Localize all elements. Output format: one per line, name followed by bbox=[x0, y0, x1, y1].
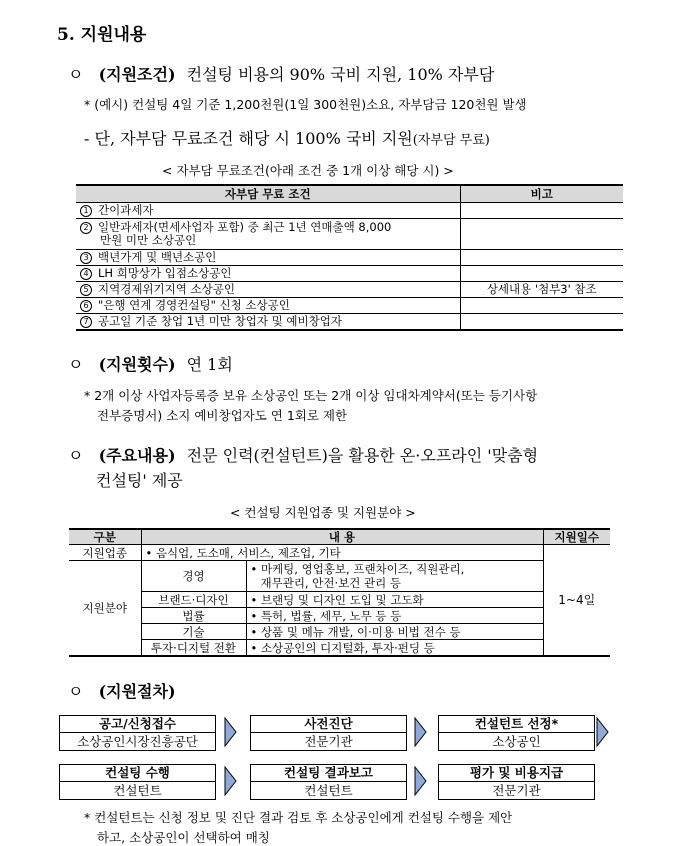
table-row bbox=[76, 266, 623, 282]
table2-caption: < 컨설팅 지원업종 및 지원분야 > bbox=[230, 505, 416, 520]
arrow-right-icon bbox=[414, 766, 430, 796]
condition-text: 일반과세자(면세사업자 포함) 중 최근 1년 연매출액 8,000 bbox=[98, 220, 392, 234]
condition-text: 백년가게 및 백년소공인 bbox=[98, 250, 217, 264]
table-row: 지원분야 경영 • 마케팅, 영업홍보, 프랜차이즈, 직원관리, 재무관리, 안전·보건 관리 등 bbox=[69, 561, 610, 592]
circled-number: 1 bbox=[80, 205, 92, 217]
arrow-right-icon bbox=[224, 717, 240, 747]
remarks-cell bbox=[460, 266, 623, 282]
frequency-note-line1: * 2개 이상 사업자등록증 보유 소상공인 또는 2개 이상 임대차계약서(또는 등기사항 bbox=[84, 388, 538, 403]
remarks-cell bbox=[460, 203, 623, 219]
main-content-text-line2: 컨설팅' 제공 bbox=[96, 471, 183, 490]
field-name: 브랜드·디자인 bbox=[141, 592, 246, 608]
main-content-text: 전문 인력(컨설턴트)을 활용한 온·오프라인 '맞춤형 bbox=[186, 446, 539, 465]
step-box-evaluation-payment bbox=[438, 764, 595, 800]
frequency-note-line2: 전부증명서) 소지 예비창업자도 연 1회로 제한 bbox=[97, 408, 348, 423]
step-title: 공고/신청접수 bbox=[60, 716, 215, 733]
free-conditions-table bbox=[76, 184, 623, 331]
table-row: 기술 • 상품 및 메뉴 개발, 이·미용 비법 전수 등 bbox=[69, 624, 610, 640]
circled-number: 5 bbox=[80, 284, 92, 296]
table-row: 지원업종 • 음식업, 도소매, 서비스, 제조업, 기타 1~4일 bbox=[69, 545, 610, 561]
field-detail: 상품 및 메뉴 개발, 이·미용 비법 전수 등 bbox=[260, 624, 461, 639]
exception-paren: (자부담 무료) bbox=[412, 133, 490, 148]
condition-text: "은행 연계 경영컨설팅" 신청 소상공인 bbox=[98, 298, 290, 312]
field-detail: 특허, 법률, 세무, 노무 등 등 bbox=[260, 608, 402, 623]
step-box-consultant-selection bbox=[438, 715, 595, 751]
table2-header-category: 구분 bbox=[69, 529, 141, 545]
exception-row bbox=[84, 126, 490, 149]
frequency-text: 연 1회 bbox=[186, 355, 233, 374]
step-actor: 컨설턴트 bbox=[304, 783, 353, 798]
conditions-label: (지원조건) bbox=[98, 65, 176, 84]
procedure-row bbox=[68, 679, 176, 702]
remarks-cell bbox=[460, 250, 623, 266]
table-row bbox=[76, 203, 623, 219]
remarks-note: 상세내용 '첨부3' 참조 bbox=[460, 282, 623, 298]
circled-number: 7 bbox=[80, 316, 92, 328]
conditions-text: 컨설팅 비용의 90% 국비 지원, 10% 자부담 bbox=[186, 65, 495, 84]
industry-text: 음식업, 도소매, 서비스, 제조업, 기타 bbox=[155, 545, 341, 560]
arrow-right-icon bbox=[414, 717, 430, 747]
table2-header-days: 지원일수 bbox=[543, 529, 610, 545]
step-actor: 소상공인 bbox=[492, 734, 541, 749]
condition-text: LH 희망상가 입점소상공인 bbox=[98, 266, 232, 280]
main-content-label: (주요내용) bbox=[98, 446, 176, 465]
step-title: 평가 및 비용지급 bbox=[439, 765, 594, 782]
bullet-marker: ㅇ bbox=[68, 65, 84, 84]
field-name: 법률 bbox=[141, 608, 246, 624]
step-actor: 전문기관 bbox=[492, 783, 541, 798]
procedure-note-line1: * 컨설턴트는 신청 정보 및 진단 결과 검토 후 소상공인에게 컨설팅 수행을 제안 bbox=[84, 810, 513, 825]
step-box-diagnosis bbox=[250, 715, 407, 751]
field-name: 경영 bbox=[141, 561, 246, 592]
table1-header-condition: 자부담 무료 조건 bbox=[76, 185, 460, 203]
field-detail: 소상공인의 디지털화, 투자·펀딩 등 bbox=[260, 640, 435, 655]
example-note: * (예시) 컨설팅 4일 기준 1,200천원(1일 300천원)소요, 자부담금 120천원 발생 bbox=[84, 97, 527, 112]
step-actor: 전문기관 bbox=[304, 734, 353, 749]
step-title: 컨설팅 수행 bbox=[60, 765, 215, 782]
condition-text: 간이과세자 bbox=[98, 203, 154, 217]
remarks-cell bbox=[460, 298, 623, 314]
circled-number: 4 bbox=[80, 268, 92, 280]
industry-label: 지원업종 bbox=[69, 545, 141, 561]
bullet-marker: ㅇ bbox=[68, 682, 84, 701]
table-row: 법률 • 특허, 법률, 세무, 노무 등 등 bbox=[69, 608, 610, 624]
step-box-apply bbox=[59, 715, 216, 751]
table-row bbox=[76, 298, 623, 314]
procedure-label: (지원절차) bbox=[98, 682, 176, 701]
circled-number: 6 bbox=[80, 300, 92, 312]
field-name: 기술 bbox=[141, 624, 246, 640]
field-name: 투자·디지털 전환 bbox=[141, 640, 246, 657]
field-detail: 마케팅, 영업홍보, 프랜차이즈, 직원관리, bbox=[260, 562, 465, 576]
step-title: 컨설턴트 선정* bbox=[439, 716, 594, 733]
frequency-label: (지원횟수) bbox=[98, 355, 176, 374]
bullet-marker: ㅇ bbox=[68, 446, 84, 465]
remarks-cell bbox=[460, 219, 623, 250]
table-row bbox=[76, 219, 623, 250]
step-actor: 컨설턴트 bbox=[113, 783, 162, 798]
condition-text: 공고일 기준 창업 1년 미만 창업자 및 예비창업자 bbox=[98, 314, 342, 328]
condition-text: 지역경제위기지역 소상공인 bbox=[98, 282, 235, 296]
step-box-result-report bbox=[250, 764, 407, 800]
arrow-right-icon bbox=[596, 717, 612, 747]
table-row bbox=[76, 250, 623, 266]
table-row bbox=[76, 282, 623, 298]
remarks-cell bbox=[460, 314, 623, 331]
main-content-row bbox=[68, 443, 538, 466]
field-detail: 브랜딩 및 디자인 도입 및 고도화 bbox=[260, 592, 424, 607]
step-title: 컨설팅 결과보고 bbox=[251, 765, 406, 782]
table2-header-content: 내 용 bbox=[141, 529, 543, 545]
procedure-note-line2: 하고, 소상공인이 선택하여 매칭 bbox=[97, 830, 270, 845]
condition-text-cont: 만원 미만 소상공인 bbox=[100, 233, 197, 247]
step-title: 사전진단 bbox=[251, 716, 406, 733]
circled-number: 3 bbox=[80, 252, 92, 264]
table-row bbox=[76, 314, 623, 331]
conditions-row bbox=[68, 62, 494, 85]
section-heading: 5. 지원내용 bbox=[57, 25, 147, 45]
step-box-consulting bbox=[59, 764, 216, 800]
bullet-marker: ㅇ bbox=[68, 355, 84, 374]
step-actor: 소상공인시장진흥공단 bbox=[77, 734, 198, 749]
table-row: 브랜드·디자인 • 브랜딩 및 디자인 도입 및 고도화 bbox=[69, 592, 610, 608]
table1-caption: < 자부담 무료조건(아래 조건 중 1개 이상 해당 시) > bbox=[162, 163, 454, 178]
exception-main: - 단, 자부담 무료조건 해당 시 100% 국비 지원 bbox=[84, 129, 413, 148]
consulting-fields-table bbox=[69, 528, 610, 657]
arrow-right-icon bbox=[224, 766, 240, 796]
support-days: 1~4일 bbox=[543, 545, 610, 657]
frequency-row bbox=[68, 352, 233, 375]
table-row: 투자·디지털 전환 • 소상공인의 디지털화, 투자·펀딩 등 bbox=[69, 640, 610, 657]
table1-header-remarks: 비고 bbox=[460, 185, 623, 203]
field-label: 지원분야 bbox=[69, 561, 141, 657]
circled-number: 2 bbox=[80, 222, 92, 234]
field-detail-cont: 재무관리, 안전·보건 관리 등 bbox=[260, 576, 401, 590]
